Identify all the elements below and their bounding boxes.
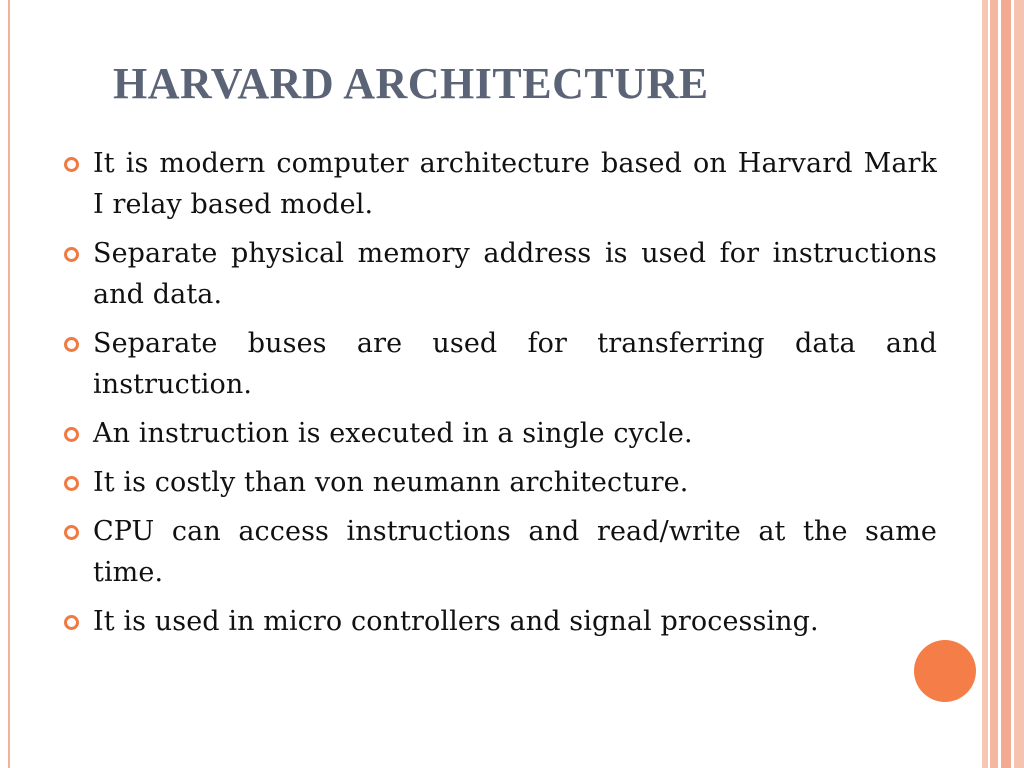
circle-bullet-icon <box>64 337 79 352</box>
bullet-item <box>62 233 937 315</box>
circle-bullet-icon <box>64 525 79 540</box>
bullet-item <box>62 323 937 405</box>
bullet-item <box>62 413 937 454</box>
left-border-line <box>8 0 10 768</box>
circle-bullet-icon <box>64 615 79 630</box>
circle-bullet-icon <box>64 157 79 172</box>
bullet-text: It is modern computer architecture based on Harvard Mark I relay based model. <box>93 148 937 220</box>
bullet-text: Separate buses are used for transferring data and instruction. <box>93 328 937 400</box>
slide-title: HARVARD ARCHITECTURE <box>113 59 709 108</box>
right-decorative-stripes <box>978 0 1024 768</box>
bullet-item <box>62 601 937 642</box>
bullet-text: It is costly than von neumann architecture. <box>93 467 689 498</box>
circle-bullet-icon <box>64 427 79 442</box>
bullet-item <box>62 462 937 503</box>
bullet-item <box>62 511 937 593</box>
bullet-item <box>62 143 937 225</box>
orange-circle-icon <box>914 640 976 702</box>
circle-bullet-icon <box>64 476 79 491</box>
bullet-text: Separate physical memory address is used for instructions and data. <box>93 238 937 310</box>
bullet-text: It is used in micro controllers and signal processing. <box>93 606 819 637</box>
bullet-text: CPU can access instructions and read/write at the same time. <box>93 516 937 588</box>
circle-bullet-icon <box>64 247 79 262</box>
bullet-text: An instruction is executed in a single cycle. <box>93 418 693 449</box>
bullet-list <box>62 143 937 650</box>
